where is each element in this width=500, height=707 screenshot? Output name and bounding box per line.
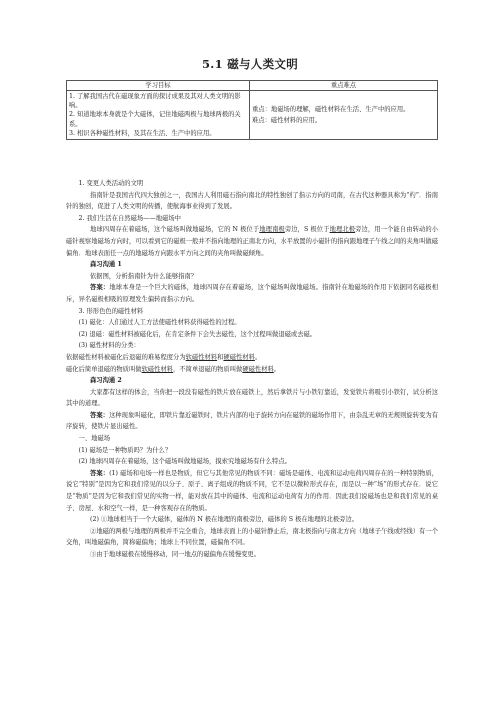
objectives-table: [66, 80, 438, 140]
underlined-term: 软磁性材料: [141, 365, 174, 373]
goal-item: 1. 了解我国古代在磁现象方面的探讨成果及其对人类文明的影响。: [69, 93, 241, 110]
answer-text: 这种现象叫磁化，即铁片靠近磁铁时，铁片内部的电子旋转方向在磁铁的磁场作用下，由杂乱无章的无规则旋转变为有序旋转，使铁片显出磁性。: [66, 411, 439, 431]
page-title: 5.1 磁与人类文明: [201, 57, 298, 71]
exercise-label: 森习沟通 2: [90, 377, 122, 385]
answer-point: (2) ①地球相当于一个大磁体，磁体的 N 极在地理的南极旁边，磁体的 S 极在地理的北极旁边。: [90, 516, 359, 524]
answer: [66, 282, 438, 305]
answer: [66, 468, 438, 514]
underlined-term: 地理北极: [329, 226, 356, 234]
section-heading: 3. 形形色色的磁性材料: [78, 307, 144, 315]
difficult-point: 难点：磁性材料的应用。: [252, 116, 322, 124]
part-heading: 一、地磁场: [78, 435, 110, 443]
text-run: 旁边，S 极位于: [284, 226, 330, 234]
paragraph: [66, 352, 438, 364]
underlined-term: 地理南极: [259, 226, 285, 234]
answer-label: 答案：: [90, 469, 110, 477]
answer-label: 答案：: [90, 411, 109, 419]
table-row: [67, 91, 438, 140]
text-run: 。: [254, 353, 262, 361]
exercise-label: 森习沟通 1: [90, 261, 122, 269]
underlined-term: 软磁性材料: [185, 353, 218, 361]
answer-text: (1) 磁场和电场一样也是物质，但它与其他常见的物质不同：磁场是磁体、电流和运动电荷四周存在的一种特别物质，说它“特别”是因为它和我们常见的以分子、原子、离子组成的物质不同，它不是以微粒形式存在，而是以一种“场”的形式存在．说它是“物质”是因为它和我们常见的实物一样，能对放在其中的磁体、电流和运动电荷有力的作用．因此我们说磁场也是和我们常见的桌子、房屋、水和空气一样，是一种客观存在的物质。: [66, 469, 439, 512]
question: (2) 地球四周存在着磁场，这个磁场叫做地磁场，摸索究地磁场有什么特点。: [78, 458, 291, 466]
list-item: (3) 磁性材料的分类：: [78, 342, 140, 350]
header-learning-goals: 学习目标: [67, 81, 250, 91]
answer-label: 答案：: [90, 284, 110, 292]
key-point: 重点：地磁场的理解，磁性材料在生活、生产中的应用。: [252, 105, 410, 113]
text-run: 地球四周存在着磁场，这个磁场叫做地磁场，它的 N 极位于: [90, 226, 260, 234]
underlined-term: 硬磁性材料: [242, 365, 274, 373]
section-heading: 1. 变更人类活动的文明: [78, 180, 144, 187]
answer-text: 地球本身是一个巨大的磁体，地球四周存在着磁场，这个磁场叫做地磁场。指南针在地磁场的作用下依据同名磁极相斥，异名磁极相吸的原理发生偏转而指示方向。: [66, 284, 439, 303]
table-header-row: [67, 81, 438, 91]
question: 大家都有这样的体会，当你把一段没有磁性的铁片放在磁铁上，然后拿铁片与小铁钉靠近，发觉铁片将吸引小铁钉，试分析这其中的道理。: [66, 388, 438, 408]
key-points-cell: [250, 91, 438, 140]
text-run: 依据磁性材料被磁化后退磁的难易程度分为: [66, 353, 186, 361]
goal-item: 3. 相识各种磁性材料，及其在生活、生产中的应用。: [69, 129, 216, 137]
paragraph: 指南针是我国古代四大独创之一，我国古人利用磁石指向南北的特性独创了指示方向的司南，在古代这种器具称为“杓”．指南针的独创，促进了人类文明的传播，使航海事业得到了发展。: [66, 191, 438, 211]
goal-item: 2. 知道地球本身就是个大磁体，记住地磁两极与地球两极的关系。: [69, 111, 241, 128]
text-run: ，不简单退磁的物质叫做: [173, 365, 243, 373]
text-run: 旁边，用一个能自由转动的小磁针视察地磁场方向时，可以看到它的磁极一般并不指向地理的正南北方向，水平放置的小磁针的指向跟地理子午线之间的夹角叫做磁偏角．地球表面任一点的地磁场方向跟水平方向之间的夹角叫做磁倾角。: [66, 226, 439, 257]
list-item: (1) 磁化：人们通过人工方法使磁性材料获得磁性的过程。: [78, 319, 241, 327]
main-content: [66, 178, 438, 561]
underlined-term: 硬磁性材料: [223, 353, 255, 361]
question: (1) 磁场是一种物质吗？为什么？: [78, 446, 172, 454]
section-heading: 2. 我们生活在自然磁场——地磁场中: [78, 214, 181, 222]
text-run: 磁化后简单退磁的物质叫做: [66, 365, 142, 373]
paragraph: [66, 224, 438, 259]
goals-cell: [67, 91, 250, 140]
question: 依据图，分析指南针为什么能够指南？: [90, 272, 198, 280]
header-key-points: 重点难点: [250, 81, 438, 91]
answer-point: ③由于地球磁极在缓慢移动，同一地点的磁偏角在缓慢变更。: [90, 551, 261, 558]
text-run: 和: [217, 353, 224, 361]
paragraph: [66, 364, 438, 376]
answer-point: ②地磁的两极与地理的两极并不完全重合，地球表面上的小磁针静止后，南北极指向与南北方向（地球子午线或经线）有一个交角，叫地磁偏角，简称磁偏角；地球上不同位置，磁偏角不同。: [66, 527, 438, 547]
list-item: (2) 退磁：磁性材料被磁化后，在肯定条件下会失去磁性，这个过程叫做退磁或去磁。: [78, 330, 317, 338]
text-run: 。: [273, 365, 281, 373]
answer: [66, 410, 438, 433]
